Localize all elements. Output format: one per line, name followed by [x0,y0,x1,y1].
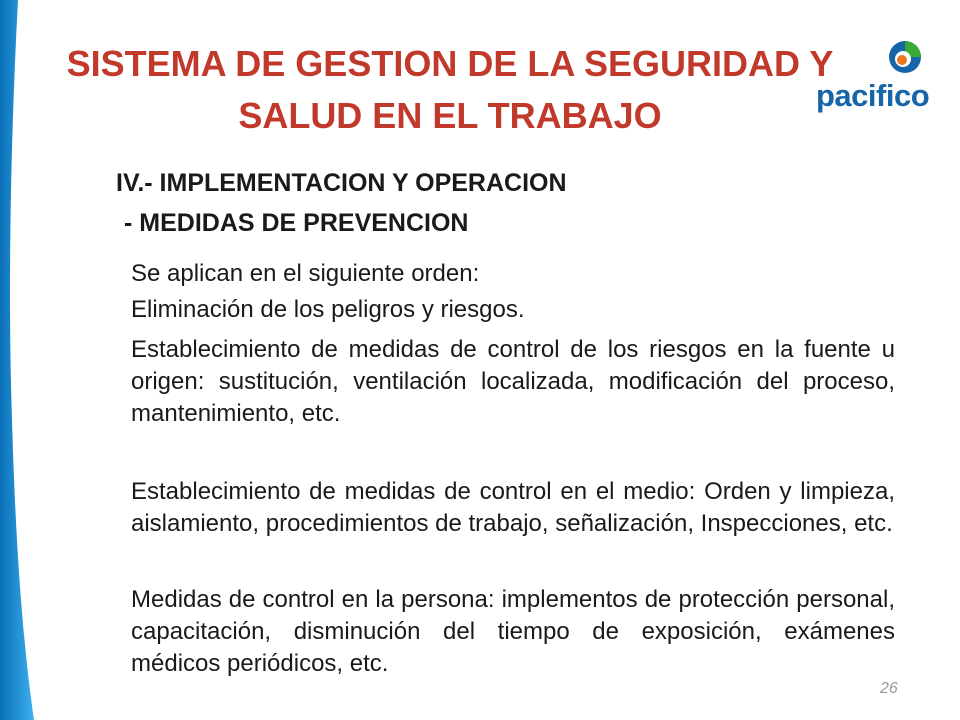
slide-title [20,38,880,142]
title-line-1: SISTEMA DE GESTION DE LA SEGURIDAD Y [66,43,834,84]
paragraph-intro: Se aplican en el siguiente orden: [131,260,480,287]
page-number: 26 [880,680,898,697]
logo-wordmark: pacifico [816,78,930,113]
paragraph-person-control: Medidas de control en la persona: implementos de protección personal, capacitación, disminución del tiempo de exposición, exámenes médicos periódicos, etc. [131,586,895,677]
title-line-2: SALUD EN EL TRABAJO [238,95,662,136]
paragraph-medium-control: Establecimiento de medidas de control en el medio: Orden y limpieza, aislamiento, procedimientos de trabajo, señalización, Inspecciones, etc. [131,478,895,537]
subheading: - MEDIDAS DE PREVENCION [124,209,469,237]
pacifico-logo-icon [888,40,922,74]
section-heading: IV.- IMPLEMENTACION Y OPERACION [116,169,567,197]
paragraph-elimination: Eliminación de los peligros y riesgos. [131,296,525,323]
paragraph-source-control: Establecimiento de medidas de control de los riesgos en la fuente u origen: sustitución, ventilación localizada, modificación del proceso, mantenimiento, etc. [131,336,895,427]
